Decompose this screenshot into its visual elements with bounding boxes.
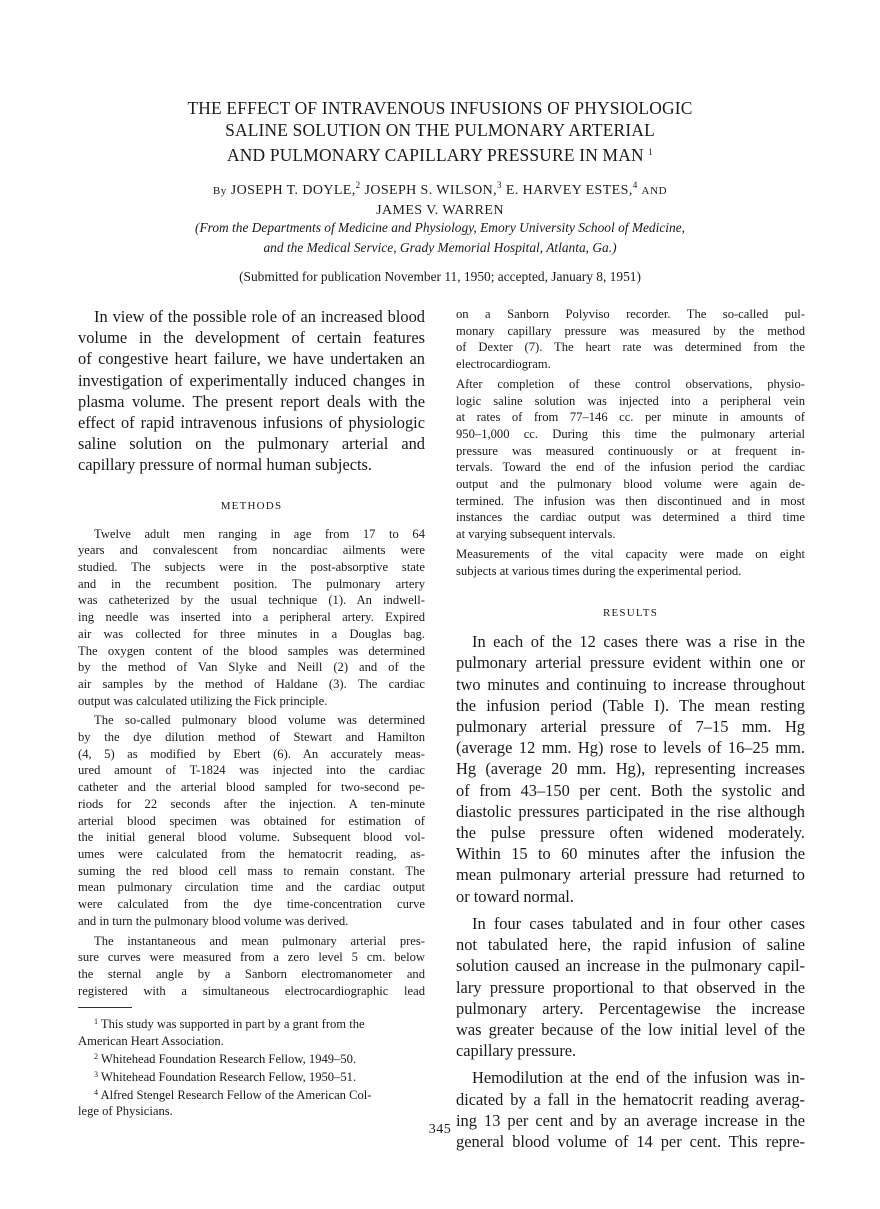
methods-paragraph [456, 376, 805, 543]
text-line: of congestive heart failure, we have undertaken an [78, 349, 425, 369]
footnote-mark: 1 [648, 147, 653, 157]
title-line [90, 141, 790, 166]
author-line [90, 176, 790, 201]
text-line: plasma volume. The present report deals with the [78, 391, 425, 411]
text-line: the initial general blood volume. Subsequent blood vol- [78, 830, 425, 845]
text-line: air was collected for three minutes in a Douglas bag. [78, 626, 425, 641]
footnote-text: Alfred Stengel Research Fellow of the American Col- [100, 1088, 372, 1103]
text-line: Hg (average 20 mm. Hg), representing increases [456, 759, 805, 779]
text-line: registered with a simultaneous electrocardiographic lead [78, 983, 425, 998]
text-line: solution caused an increase in the pulmonary capil- [456, 956, 805, 976]
text-line: mean pulmonary arterial pressure had returned to [456, 865, 805, 885]
author-name: JAMES V. WARREN [376, 203, 504, 218]
footnote-mark: 4 [94, 1088, 98, 1098]
text-line: mean pulmonary circulation time and the cardiac output [78, 880, 425, 895]
text-line: lary pressure proportional to that observed in the [456, 977, 805, 997]
affiliation-line: and the Medical Service, Grady Memorial Hospital, Atlanta, Ga.) [263, 240, 617, 255]
text-line: umes were calculated from the hematocrit reading, as- [78, 846, 425, 861]
text-line: Measurements of the vital capacity were made on eight [456, 546, 805, 561]
footnotes [78, 1014, 425, 1119]
text-line: After completion of these control observations, physio- [456, 376, 805, 391]
text-line: general blood volume of 14 per cent. This repre- [456, 1131, 805, 1151]
text-line: The instantaneous and mean pulmonary arterial pres- [94, 933, 425, 948]
text-line: The so-called pulmonary blood volume was determined [94, 713, 425, 728]
text-line: termined. The infusion was then discontinued and in most [456, 493, 805, 508]
footnote-text: lege of Physicians. [78, 1104, 173, 1119]
text-line: capillary pressure. [456, 1041, 577, 1061]
text-line: (4, 5) as modified by Ebert (6). An accurately meas- [78, 746, 425, 761]
text-line: sure curves were measured from a zero level 5 cm. below [78, 950, 425, 965]
section-heading: METHODS [220, 499, 283, 512]
footnote-mark: 3 [497, 180, 502, 190]
text-line: output and the pulmonary blood volume were again de- [456, 477, 805, 492]
text-line: tervals. Toward the end of the infusion period the cardiac [456, 460, 805, 475]
text-line: the infusion period (Table I). The mean resting [456, 695, 805, 715]
footnote [78, 1067, 425, 1085]
affiliation [90, 218, 790, 258]
title-line: SALINE SOLUTION ON THE PULMONARY ARTERIAL [225, 120, 655, 140]
submission-dates: (Submitted for publication November 11, 1950; accepted, January 8, 1951) [239, 269, 641, 284]
text-line: years and convalescent from noncardiac ailments were [78, 543, 425, 558]
text-line: In view of the possible role of an increased blood [94, 307, 425, 326]
text-line: arterial blood specimen was obtained for estimation of [78, 813, 425, 828]
text-line: riods for 22 seconds after the injection. A ten-minute [78, 796, 425, 811]
text-line: was catheterized by the usual technique (1). An indwell- [78, 593, 425, 608]
text-line: output was calculated utilizing the Fick principle. [78, 693, 328, 708]
footnote-text: Whitehead Foundation Research Fellow, 1950–51. [100, 1069, 357, 1084]
text-line: by the method of Van Slyke and Neill (2) and of the [78, 660, 425, 675]
author-name: JOSEPH S. WILSON, [364, 183, 498, 198]
affiliation-line: (From the Departments of Medicine and Physiology, Emory University School of Medicine, [194, 220, 685, 235]
text-line: ing 13 per cent and by an average increase in the [456, 1110, 805, 1130]
text-line: In four cases tabulated and in four other cases [472, 913, 805, 933]
text-line: at varying subsequent intervals. [456, 527, 616, 542]
section-heading: RESULTS [602, 607, 659, 620]
footnote-mark: 3 [94, 1069, 98, 1079]
text-line: The oxygen content of the blood samples was determined [78, 643, 425, 658]
methods-paragraph [78, 933, 425, 1000]
text-line: of Dexter (7). The heart rate was determined from the [456, 340, 805, 355]
text-line: 950–1,000 cc. During this time the pulmonary arterial [456, 426, 805, 441]
text-line: studied. The subjects were in the post-absorptive state [78, 560, 425, 575]
footnote-mark: 4 [632, 180, 638, 190]
author-name: JOSEPH T. DOYLE, [230, 183, 356, 198]
right-column [456, 306, 805, 1152]
text-line: two minutes and continuing to increase throughout [456, 674, 805, 694]
footnote-mark: 1 [94, 1017, 98, 1027]
text-line: electrocardiogram. [456, 357, 551, 372]
results-paragraph [456, 913, 805, 1061]
text-line: or toward normal. [456, 886, 574, 906]
by-label: By [212, 185, 227, 197]
text-line: ing needle was inserted into a peripheral artery. Expired [78, 610, 425, 625]
methods-paragraph [456, 546, 805, 579]
footnote-mark: 2 [355, 180, 361, 190]
text-line: was greater because of the low initial level of the [456, 1019, 805, 1039]
text-line: Within 15 to 60 minutes after the infusion the [456, 844, 805, 864]
results-paragraph [456, 631, 805, 907]
title-line: THE EFFECT OF INTRAVENOUS INFUSIONS OF PHYSIOLOGIC [187, 98, 693, 118]
text-line: effect of rapid intravenous infusions of physiologic [78, 413, 425, 433]
text-line: the sternal angle by a Sanborn electromanometer and [78, 966, 425, 981]
author-list [90, 176, 790, 220]
footnote-text: American Heart Association. [78, 1033, 224, 1048]
text-line: catheter and the arterial blood sampled for two-second pe- [78, 780, 425, 795]
page-number: 345 [428, 1122, 452, 1137]
text-line: volume in the development of certain features [78, 328, 425, 348]
footnote-rule [78, 1007, 132, 1008]
results-paragraph [456, 1067, 805, 1152]
footnote-mark: 2 [94, 1051, 98, 1061]
text-line: suming the red blood cell mass to remain constant. The [78, 863, 425, 878]
author-name: E. HARVEY ESTES, [505, 183, 633, 198]
text-line: (average 12 mm. Hg) rose to levels of 16–25 mm. [456, 738, 805, 758]
text-line: by the dye dilution method of Stewart and Hamilton [78, 730, 425, 745]
text-line: In each of the 12 cases there was a rise in the [472, 632, 805, 652]
text-line: pulmonary arterial pressure evident within one or [456, 653, 805, 673]
footnote [78, 1085, 425, 1103]
text-line: on a Sanborn Polyviso recorder. The so-called pul- [456, 307, 805, 321]
left-column [78, 306, 425, 1120]
text-line: were calculated from the dye time-concentration curve [78, 897, 425, 912]
text-line: of from 43–150 per cent. Both the systolic and [456, 780, 805, 800]
text-line: air samples by the method of Haldane (3). The cardiac [78, 676, 425, 691]
and-label: AND [641, 185, 668, 197]
text-line: saline solution on the pulmonary arterial and [78, 434, 425, 454]
title-line-text: AND PULMONARY CAPILLARY PRESSURE IN MAN [227, 145, 644, 165]
text-line: and in the recumbent position. The pulmonary artery [78, 576, 425, 591]
text-line: at rates of from 77–146 cc. per minute in amounts of [456, 410, 805, 425]
text-line: dicated by a fall in the hematocrit reading averag- [456, 1089, 805, 1109]
text-line: Twelve adult men ranging in age from 17 to 64 [94, 526, 425, 541]
text-line: the pulse pressure often widened moderately. [456, 823, 805, 843]
text-line: monary capillary pressure was measured by the method [456, 323, 805, 338]
text-line: pressure was measured continuously or at frequent in- [456, 443, 805, 458]
text-line: and in turn the pulmonary blood volume was derived. [78, 913, 349, 928]
footnote-text: Whitehead Foundation Research Fellow, 1949–50. [100, 1051, 357, 1066]
text-line: Hemodilution at the end of the infusion was in- [472, 1068, 805, 1088]
footnote [78, 1014, 425, 1032]
text-line: pulmonary artery. Percentagewise the increase [456, 998, 805, 1018]
text-line: ured amount of T-1824 was injected into the cardiac [78, 763, 425, 778]
text-line: not tabulated here, the rapid infusion of saline [456, 935, 805, 955]
article-title [90, 97, 790, 166]
text-line: instances the cardiac output was determined a third time [456, 510, 805, 525]
methods-paragraph [78, 712, 425, 929]
text-line: capillary pressure of normal human subjects. [78, 455, 373, 475]
text-line: investigation of experimentally induced changes in [78, 370, 425, 390]
footnote-text: This study was supported in part by a grant from the [100, 1017, 365, 1032]
methods-paragraph [78, 526, 425, 710]
text-line: pulmonary arterial pressure of 7–15 mm. Hg [456, 717, 805, 737]
text-line: logic saline solution was injected into a peripheral vein [456, 393, 805, 408]
intro-paragraph [78, 306, 425, 476]
text-line: subjects at various times during the experimental period. [456, 563, 742, 578]
text-line: diastolic pressures participated in the rise although [456, 801, 805, 821]
footnote [78, 1049, 425, 1067]
methods-paragraph [456, 306, 805, 373]
